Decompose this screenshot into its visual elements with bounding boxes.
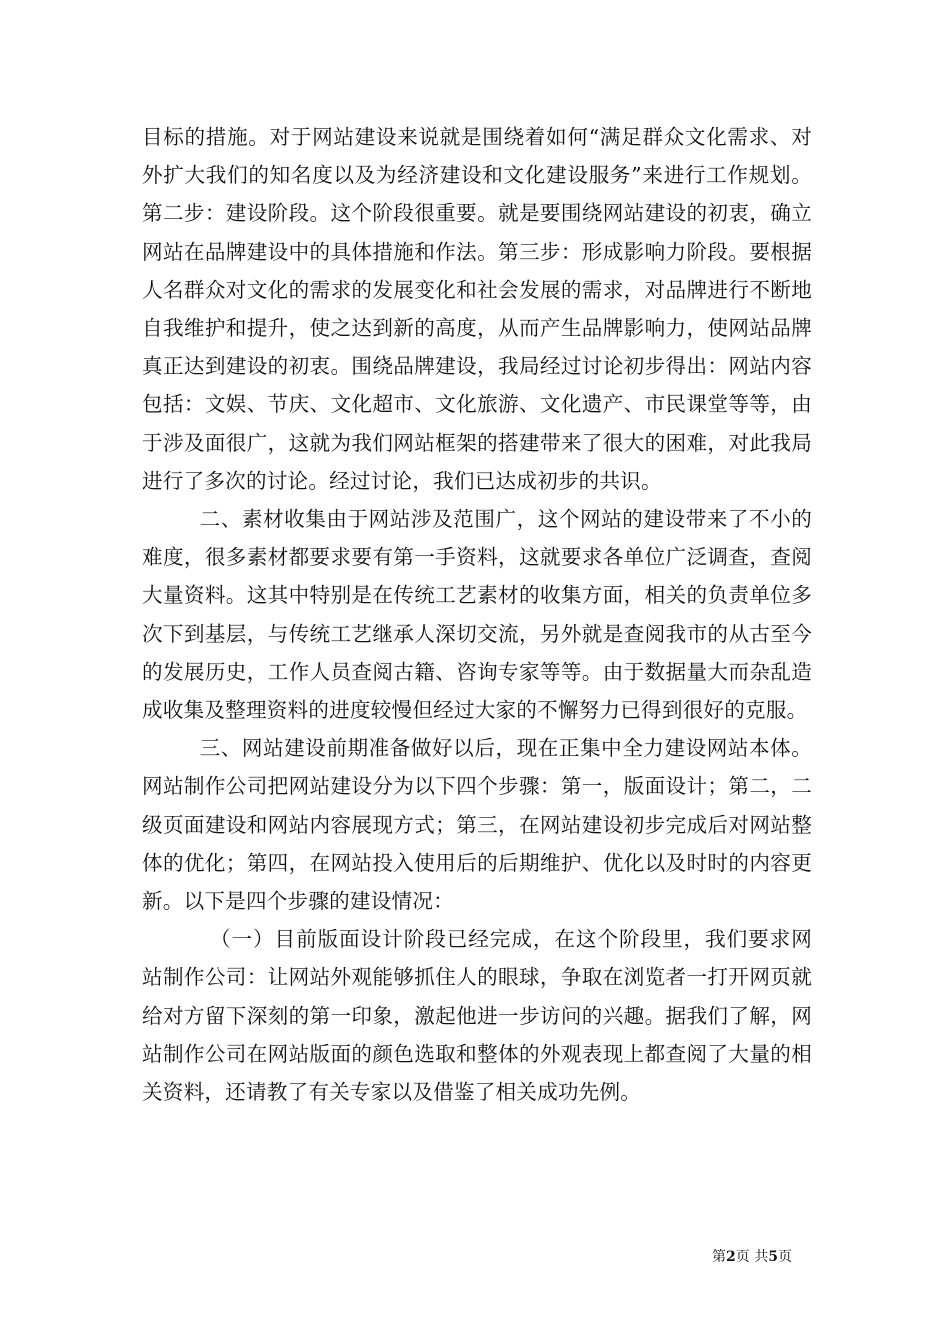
footer-prefix: 第 (712, 1249, 726, 1265)
total-page-number: 5 (768, 1249, 778, 1265)
document-body (142, 118, 812, 1111)
page-footer (712, 1248, 792, 1266)
paragraph-section-three: 三、网站建设前期准备做好以后，现在正集中全力建设网站本体。网站制作公司把网站建设分为以下四个步骤：第一，版面设计；第二，二级页面建设和网站内容展现方式；第三，在网站建设初步完成后对网站整体的优化；第四，在网站投入使用后的后期维护、优化以及时时的内容更新。以下是四个步骤的建设情况： (142, 736, 812, 914)
paragraph-continuation: 目标的措施。对于网站建设来说就是围绕着如何“满足群众文化需求、对外扩大我们的知名度以及为经济建设和文化建设服务”来进行工作规划。第二步：建设阶段。这个阶段很重要。就是要围绕网站建设的初衷，确立网站在品牌建设中的具体措施和作法。第三步：形成影响力阶段。要根据人名群众对文化的需求的发展变化和社会发展的需求，对品牌进行不断地自我维护和提升，使之达到新的高度，从而产生品牌影响力，使网站品牌真正达到建设的初衷。围绕品牌建设，我局经过讨论初步得出：网站内容包括：文娱、节庆、文化超市、文化旅游、文化遗产、市民课堂等等，由于涉及面很广，这就为我们网站框架的搭建带来了很大的困难，对此我局进行了多次的讨论。经过讨论，我们已达成初步的共识。 (142, 125, 812, 493)
paragraph-section-two: 二、素材收集由于网站涉及范围广，这个网站的建设带来了不小的难度，很多素材都要求要有第一手资料，这就要求各单位广泛调查，查阅大量资料。这其中特别是在传统工艺素材的收集方面，相关的负责单位多次下到基层，与传统工艺继承人深切交流，另外就是查阅我市的从古至今的发展历史，工作人员查阅古籍、咨询专家等等。由于数据量大而杂乱造成收集及整理资料的进度较慢但经过大家的不懈努力已得到很好的克服。 (142, 507, 812, 723)
paragraph-subsection-one: （一）目前版面设计阶段已经完成，在这个阶段里，我们要求网站制作公司：让网站外观能够抓住人的眼球，争取在浏览者一打开网页就给对方留下深刻的第一印象，激起他进一步访问的兴趣。据我们了解，网站制作公司在网站版面的颜色选取和整体的外观表现上都查阅了大量的相关资料，还请教了有关专家以及借鉴了相关成功先例。 (142, 927, 812, 1105)
footer-middle: 页 共 (735, 1249, 769, 1265)
footer-suffix: 页 (777, 1249, 792, 1265)
current-page-number: 2 (726, 1249, 736, 1265)
